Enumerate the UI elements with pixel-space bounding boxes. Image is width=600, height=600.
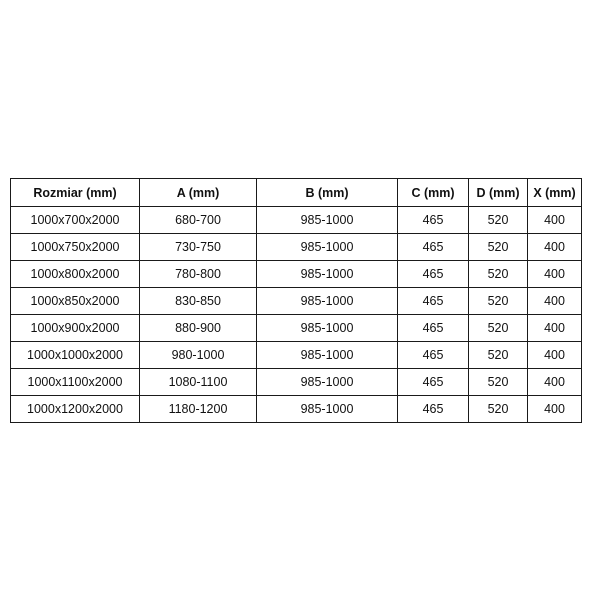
header-a: A (mm) [140, 179, 257, 207]
cell-b: 985-1000 [257, 342, 398, 369]
table-row [11, 369, 582, 396]
cell-rozmiar: 1000x900x2000 [11, 315, 140, 342]
cell-x: 400 [528, 234, 582, 261]
cell-d: 520 [469, 207, 528, 234]
cell-c: 465 [398, 288, 469, 315]
cell-a: 1180-1200 [140, 396, 257, 423]
cell-a: 780-800 [140, 261, 257, 288]
cell-d: 520 [469, 315, 528, 342]
cell-a: 1080-1100 [140, 369, 257, 396]
cell-b: 985-1000 [257, 288, 398, 315]
cell-a: 980-1000 [140, 342, 257, 369]
cell-rozmiar: 1000x800x2000 [11, 261, 140, 288]
cell-c: 465 [398, 369, 469, 396]
dimensions-table [10, 178, 582, 423]
cell-b: 985-1000 [257, 315, 398, 342]
header-rozmiar: Rozmiar (mm) [11, 179, 140, 207]
cell-x: 400 [528, 288, 582, 315]
cell-d: 520 [469, 396, 528, 423]
header-d: D (mm) [469, 179, 528, 207]
cell-rozmiar: 1000x1000x2000 [11, 342, 140, 369]
cell-c: 465 [398, 342, 469, 369]
cell-rozmiar: 1000x850x2000 [11, 288, 140, 315]
cell-d: 520 [469, 261, 528, 288]
cell-rozmiar: 1000x1200x2000 [11, 396, 140, 423]
cell-d: 520 [469, 369, 528, 396]
cell-rozmiar: 1000x750x2000 [11, 234, 140, 261]
cell-a: 830-850 [140, 288, 257, 315]
table-row [11, 207, 582, 234]
cell-a: 680-700 [140, 207, 257, 234]
cell-c: 465 [398, 315, 469, 342]
cell-x: 400 [528, 369, 582, 396]
table-row [11, 261, 582, 288]
cell-x: 400 [528, 315, 582, 342]
cell-a: 880-900 [140, 315, 257, 342]
cell-c: 465 [398, 261, 469, 288]
cell-b: 985-1000 [257, 234, 398, 261]
header-x: X (mm) [528, 179, 582, 207]
table-header-row [11, 179, 582, 207]
cell-rozmiar: 1000x1100x2000 [11, 369, 140, 396]
cell-c: 465 [398, 396, 469, 423]
cell-c: 465 [398, 234, 469, 261]
cell-b: 985-1000 [257, 369, 398, 396]
table-row [11, 342, 582, 369]
cell-b: 985-1000 [257, 207, 398, 234]
cell-x: 400 [528, 342, 582, 369]
cell-x: 400 [528, 261, 582, 288]
table-row [11, 288, 582, 315]
cell-a: 730-750 [140, 234, 257, 261]
cell-d: 520 [469, 288, 528, 315]
table-row [11, 396, 582, 423]
cell-d: 520 [469, 342, 528, 369]
header-b: B (mm) [257, 179, 398, 207]
cell-c: 465 [398, 207, 469, 234]
table-row [11, 315, 582, 342]
cell-b: 985-1000 [257, 396, 398, 423]
table-row [11, 234, 582, 261]
header-c: C (mm) [398, 179, 469, 207]
cell-d: 520 [469, 234, 528, 261]
cell-x: 400 [528, 207, 582, 234]
cell-x: 400 [528, 396, 582, 423]
cell-b: 985-1000 [257, 261, 398, 288]
cell-rozmiar: 1000x700x2000 [11, 207, 140, 234]
